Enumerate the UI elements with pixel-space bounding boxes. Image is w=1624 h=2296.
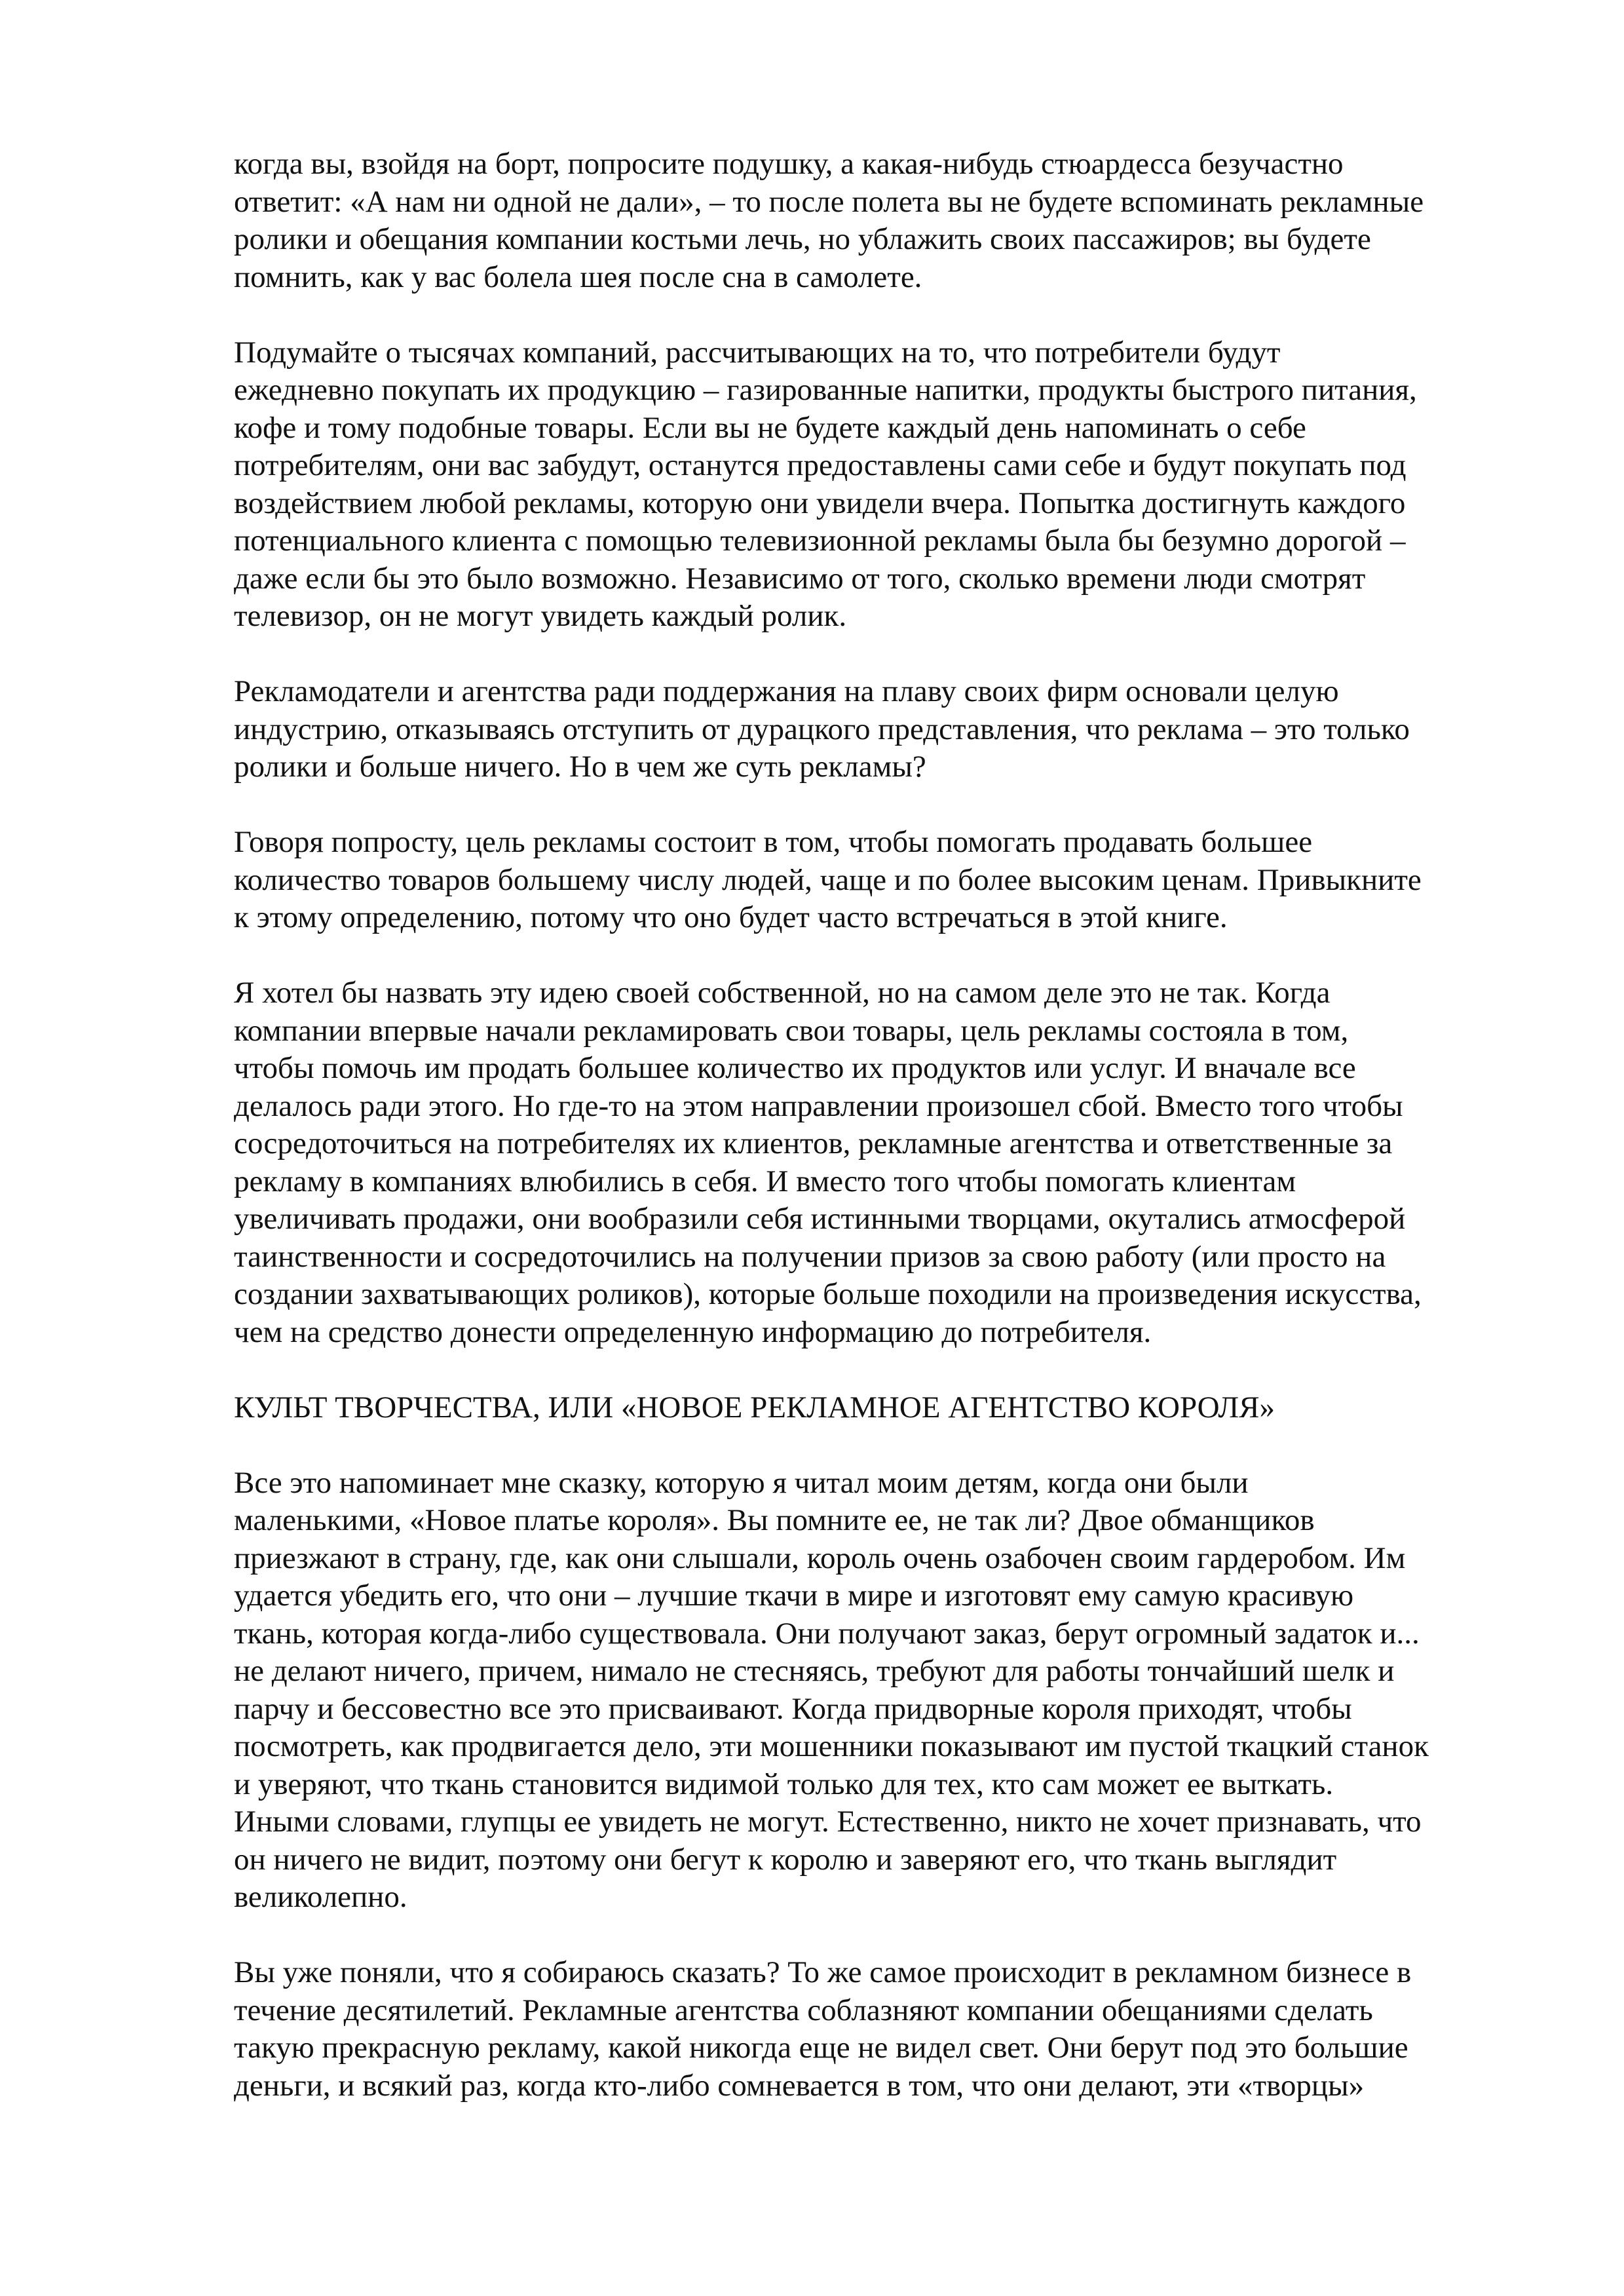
paragraph-4: Говоря попросту, цель рекламы состоит в том, чтобы помогать продавать большее количество товаров большему числу людей, чаще и по более высоким ценам. Привыкните к этому определению, потому что оно будет часто встречаться в этой книге. xyxy=(234,825,1422,934)
paragraph-6: Все это напоминает мне сказку, которую я читал моим детям, когда они были маленькими, «Новое платье короля». Вы помните ее, не так ли? Двое обманщиков приезжают в страну, где, как они слышали, король очень озабочен своим гардеробом. Им удается убедить его, что они – лучшие ткачи в мире и изготовят ему самую красивую ткань, которая когда-либо существовала. Они получают заказ, берут огромный задаток и... не делают ничего, причем, нимало не стесняясь, требуют для работы тончайший шелк и парчу и бессовестно все это присваивают. Когда придворные короля приходят, чтобы посмотреть, как продвигается дело, эти мошенники показывают им пустой ткацкий станок и уверяют, что ткань становится видимой только для тех, кто сам может ее выткать. Иными словами, глупцы ее увидеть не могут. Естественно, никто не хочет признавать, что он ничего не видит, поэтому они бегут к королю и заверяют его, что ткань выглядит великолепно. xyxy=(234,1465,1429,1914)
paragraph-1: когда вы, взойдя на борт, попросите подушку, а какая-нибудь стюардесса безучастно ответит: «А нам ни одной не дали», – то после полета вы не будете вспоминать рекламные ролики и обещания компании костьми лечь, но ублажить своих пассажиров; вы будете помнить, как у вас болела шея после сна в самолете. xyxy=(234,147,1424,294)
text-column xyxy=(234,145,1541,2143)
section-heading: КУЛЬТ ТВОРЧЕСТВА, ИЛИ «НОВОЕ РЕКЛАМНОЕ АГЕНТСТВО КОРОЛЯ» xyxy=(234,1390,1275,1425)
paragraph-2: Подумайте о тысячах компаний, рассчитывающих на то, что потребители будут ежедневно покупать их продукцию – газированные напитки, продукты быстрого питания, кофе и тому подобные товары. Если вы не будете каждый день напоминать о себе потребителям, они вас забудут, останутся предоставлены сами себе и будут покупать под воздействием любой рекламы, которую они увидели вчера. Попытка достигнуть каждого потенциального клиента с помощью телевизионной рекламы была бы безумно дорогой – даже если бы это было возможно. Независимо от того, сколько времени люди смотрят телевизор, он не могут увидеть каждый ролик. xyxy=(234,335,1417,633)
paragraph-5: Я хотел бы назвать эту идею своей собственной, но на самом деле это не так. Когда компании впервые начали рекламировать свои товары, цель рекламы состояла в том, чтобы помочь им продать большее количество их продуктов или услуг. И вначале все делалось ради этого. Но где-то на этом направлении произошел сбой. Вместо того чтобы сосредоточиться на потребителях их клиентов, рекламные агентства и ответственные за рекламу в компаниях влюбились в себя. И вместо того чтобы помогать клиентам увеличивать продажи, они вообразили себя истинными творцами, окутались атмосферой таинственности и сосредоточились на получении призов за свою работу (или просто на создании захватывающих роликов), которые больше походили на произведения искусства, чем на средство донести определенную информацию до потребителя. xyxy=(234,976,1422,1349)
paragraph-7: Вы уже поняли, что я собираюсь сказать? То же самое происходит в рекламном бизнесе в течение десятилетий. Рекламные агентства соблазняют компании обещаниями сделать такую прекрасную рекламу, какой никогда еще не видел свет. Они берут под это большие деньги, и всякий раз, когда кто-либо сомневается в том, что они делают, эти «творцы» xyxy=(234,1955,1412,2103)
paragraph-3: Рекламодатели и агентства ради поддержания на плаву своих фирм основали целую индустрию, отказываясь отступить от дурацкого представления, что реклама – это только ролики и больше ничего. Но в чем же суть рекламы? xyxy=(234,674,1410,784)
